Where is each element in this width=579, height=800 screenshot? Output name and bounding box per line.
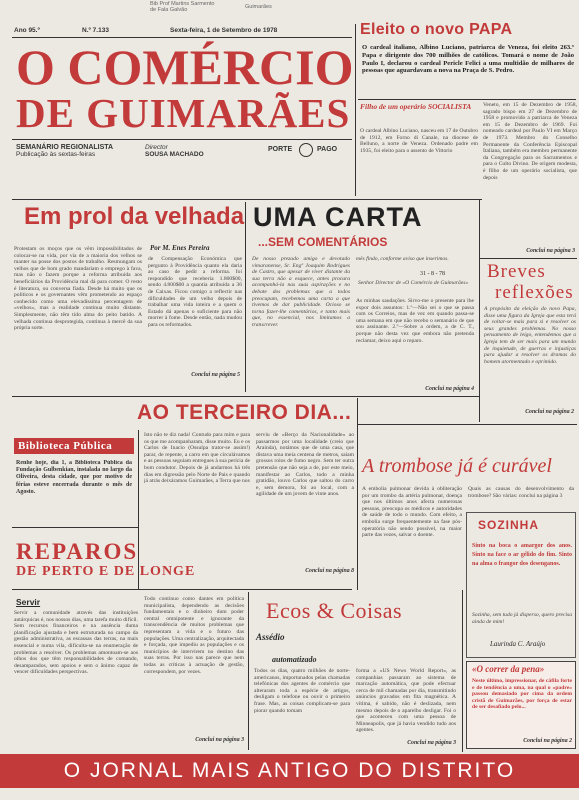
papa-col1: O cardeal Albino Luciano, nasceu em 17 de Outubro de 1912, em Forno di Canale, na diocese de Belluno, a norte de Veneza. Ordenado padre em 1935, foi eleito para o assento de Vittorio [360, 128, 478, 154]
prol-byline: Por M. Enes Pereira [150, 244, 210, 252]
ecos-sub2: automatizado [272, 655, 317, 664]
masthead-line1: O COMÉRCIO [16, 39, 354, 95]
ecos-continue: Conclui na página 3 [407, 740, 456, 746]
stamp-city: Guimarães [245, 4, 272, 10]
carta-subheadline: ...SEM COMENTÁRIOS [258, 235, 388, 249]
prol-continue: Conclui na página 5 [191, 372, 240, 378]
sozinha-headline: SOZINHA [478, 518, 539, 532]
issue-number: N.º 7.133 [82, 27, 109, 34]
carta-continue: Conclui na página 4 [425, 386, 474, 392]
carta-note: mês findo, conforme aviso que inserimos. [356, 256, 449, 262]
prol-col1: Protestam os moços que os vêm impossibilitados de colocar-se na vida, por via de a maioria dos velhos se manter na posse dos postos de trabalho. Resmungam os velhos que de bom grado mandariam o emprego à fava, mas não o fazem porque a reforma atribuída aos beneficiários da Providência mal dá para comer. O resto é literatura, ou conversa fiada. Desde há muito que os políticos e os governantes vêm prometendo ao espaço conhecido como uma elevadíssima percentagem de «velhos», mas a realidade continua muito distante. Simplesmente, não têm tido alma do peito batido. A velhada continua desprotegida, continua à mercê da sua própria sorte. [14, 246, 142, 332]
issue-date: Sexta-feira, 1 de Setembro de 1978 [170, 27, 278, 34]
terceiro-col1: Isto não te diz nada! Contudo para mim e para os que me acompanharam, disse muito. Eu e os Carlos de Inacio (Ossulpa trator-se assim!) parar, de repente, a carro em que circulávamos e as pessoas seguiam entregues à sua perícia de bom condutor. Depois de já andarmos há três dias em digressão pelo Norte de Pais e quando já atrás deixáramos Guimarães, a Terra que nos [144, 432, 250, 485]
tagline: SEMANÁRIO REGIONALISTA Publicação às sextas-feiras [16, 144, 114, 158]
papa-col2: Veneto, em 15 de Dezembro de 1958, sagrado bispo em 27 de Dezembro de 1958 e promovido a patriarca de Veneza em 15 de Dezembro de 1969. Foi nomeado cardeal por Paulo VI em Março de 1973. Membro do Conselho Permanente da Conferência Episcopal Italiana, também era membro permanente da Congregação para os Sacramentos e para o Culto Divino. De origem modesta, é filho de um operário socialista, que depois [483, 102, 577, 181]
reparos-col1: Servir a comunidade através das instituições autárquicas é, nos nossos dias, uma tarefa muito difícil. Sem recursos financeiros e na ausência duma planificação ajustada e bem estruturada no campo da gestão administrativa, as escassas das terras, na mais essencial e numa vila, dificulta-se na enumeração de problemas a resolver. Os problemas amontoam-se aos olhos dos que têm responsabilidades de comando, desamparados, sem apoios e sem o ânimo capaz de vencer dificuldades perspectivas. [14, 610, 138, 676]
prol-col2: de Compensação Económica que pergunto à Providência quanto ela daria ao caso de pedir a reforma. foi respondido que receberia 1.800$00, sendo 4.800$00 a quantia atribuída a 36 de Caixas. Ficou comigo a reflectir nas dificuldades de um velho depois de trabalhar uma vida inteira e a quem o Estado dá apenas o suficiente para não morrer à fome. Desde então, nada mudou para os reformados. [148, 256, 242, 328]
reparos-headline1: REPAROS [16, 539, 139, 564]
director: Director SOUSA MACHADO [145, 144, 204, 158]
reparos-headline2: DE PERTO E DE LONGE [16, 564, 196, 579]
reparos-continue: Conclui na página 3 [195, 737, 244, 743]
papa-headline: Eleito o novo PAPA [360, 21, 513, 38]
carta-headline: UMA CARTA [253, 202, 423, 232]
correio-continue: Conclui na página 2 [523, 738, 572, 744]
carta-address: Senhor Director de «O Comércio de Guimarães» [358, 280, 469, 286]
papa-lead: O cardeal italiano, Albino Luciano, patriarca de Veneza, foi eleito 263.º Papa e dirigente dos 700 milhões de católicos. Tomará o nome de João Paulo I, declarou o cardeal Pericle Felici a uma multidão de milhares de pessoas que aguardavam a nova na Praça de S. Pedro. [362, 44, 574, 75]
sozinha-sub: Sozinha, sem tudo já disperso, quero precisa ainda de mim! [472, 612, 572, 625]
breves-headline2: reflexões [495, 282, 574, 303]
ecos-col1: Todos os dias, quatro milhões de norte-americanos, importunados pelas chamadas telefónicas dos agentes de comércio que alteraram toda a espécie de artigos, desligam o telefone ou ouvir o primeiro frase. Mas, as coisas complicam-se para piorar quando tomam [254, 668, 350, 714]
papa-continue: Conclui na página 3 [526, 248, 575, 254]
reparos-sub: Servir [16, 597, 41, 607]
trombose-col1: A embolia pulmonar devida à obliteração por um trombo da artéria pulmonar, doença que nos últimos anos afecta numerosas pessoas, preocupa os médicos e autoridades de saúde de todo o mundo. Com efeito, a embolia surge frequentemente na fase pós-operatória não sendo possível, na maior parte das vezes, salvar o doente. [362, 486, 462, 539]
sozinha-poem: Sinto na boca o amargor dos anos. Sinto na face o ar gélido do fim. Sinto na alma o frangor dos desenganos. [472, 543, 572, 567]
terceiro-col2: serviu de «Berço da Nacionalidade» ao passarmos por uma localidade (creio que Arainda), notámos que de uma casa, que distava uma meia centena de metros, saíam grossos rolos de fumo negro. Sem ter outra pretensão que não seja a de, por este meio, manifestar ao Carlos, todo a minha gratidão, louvo Carlos que saltou do carro e, sem demora, foi ao local, com a agilidade de um jovem de vinte anos. [256, 432, 354, 498]
reparos-col2: Todo continuo como dantes em política municipalista, dependendo as decisões fundamentais e o dinheiro dum poder central omnipotente e ignorante da transcendência de muitos problemas que representam a vida e o futuro das populações. Uma centralização, arquitectada e forçada, que impediu as populações e os municípios de intervirem no destino das suas terras. Por isso nas parece que nem todas as críticas à actuação de gestão, correspondem, por vezes. [144, 596, 244, 675]
masthead-line2: DE GUIMARÃES [16, 90, 351, 136]
trombose-col2: Quais as causas do desenvolvimento da trombose? São várias: conclui na página 3 [468, 486, 574, 499]
carta-date: 31 - 8 - 78 [420, 271, 445, 277]
ecos-sub1: Assédio [256, 632, 285, 642]
breves-text: A propósito da eleição do novo Papa, disse uma figura da Igreja que esta terá de voltar-se mais para si e resolver os seus grandes problemas. No nosso pensamento de leigo, entendemos que a Igreja tem de ser mais para um mundo de inquietude, de guerras e injustiças para ajudar a resolver os dramas do homem atormentado e oprimido. [484, 306, 576, 365]
postage-seal-icon [299, 143, 313, 157]
porte-label: PORTE [268, 146, 293, 153]
ecos-col2: forma a «US News World Report», as companhias passaram ao sistema de marcação automática, que pode efectuar cerca de mil chamadas por dia, transmitindo anúncios gravados em fita magnética. A vítima, é sabido, não é deslizada, nem mesmo depois de o aparelho desligar. Foi o que aconteceu com uma pessoa de Minneapolis, que já havia vendido tudo aos agentes. [356, 668, 456, 734]
carta-intro: De nosso prezado amigo e devotado vimaranense, Sr. Engº Joaquim Rodrigues de Castro, que apesar de viver distante da sua terra não a esquece, antes procura acompanhá-la nas suas aspirações e no debate dos problemas que a todos preocupam, recebemos uma carta a que tivemos de dar publicidade. Ocioso se torna fazer-lhe comentários, e tanto mais que, no essencial, nos limitamos a transcrever. [252, 256, 350, 328]
year: Ano 95.º [14, 27, 40, 34]
papa-subhead: Filho de um operário SOCIALISTA [360, 102, 472, 111]
breves-continue: Conclui na página 2 [525, 409, 574, 415]
terceiro-headline: AO TERCEIRO DIA... [137, 401, 352, 424]
pago-label: PAGO [317, 146, 338, 153]
prol-headline: Em prol da velhada [24, 203, 245, 230]
breves-headline1: Breves [487, 261, 546, 282]
trombose-headline: A trombose já é curável [362, 455, 552, 477]
library-stamp: Bib Prof Martins Sarmento de Fala Galvão [150, 1, 215, 13]
terceiro-continue: Conclui na página 8 [305, 568, 354, 574]
footer-banner: O JORNAL MAIS ANTIGO DO DISTRITO [0, 754, 579, 788]
correio-headline: «O correr da pena» [472, 664, 545, 674]
biblioteca-headline: Biblioteca Pública [14, 438, 134, 454]
carta-body: As minhas saudações. Sirvo-me o presente para lhe expor dois assuntos: 1.º—Não sei o que se passa com os Correios, mas de vez em quando passa-se uma semana em que não recebo o semanário de que sou assinante. 2.º—Sobre a ordem, a de C. T., porque não desta vez que embora não pretenda reclamar, deixo aqui o reparo. [356, 298, 474, 344]
correio-text: Neste último, impressionar, de cáfila forte e de tendência a uma, na qual o «padre» passou demasiado por cima da ordem cristã de Guimarães, por força de estar de ser desafiado pelo... [472, 678, 572, 711]
biblioteca-text: Renhe hoje, dia 1, a Biblioteca Pública da Fundação Gulbenkian, instalada no largo da Oliveira, desta cidade, que por motivo de férias esteve encerrada durante o mês de Agosto. [16, 460, 132, 495]
sozinha-author: Laurinda C. Araújo [490, 640, 546, 648]
ecos-headline: Ecos & Coisas [266, 598, 403, 623]
